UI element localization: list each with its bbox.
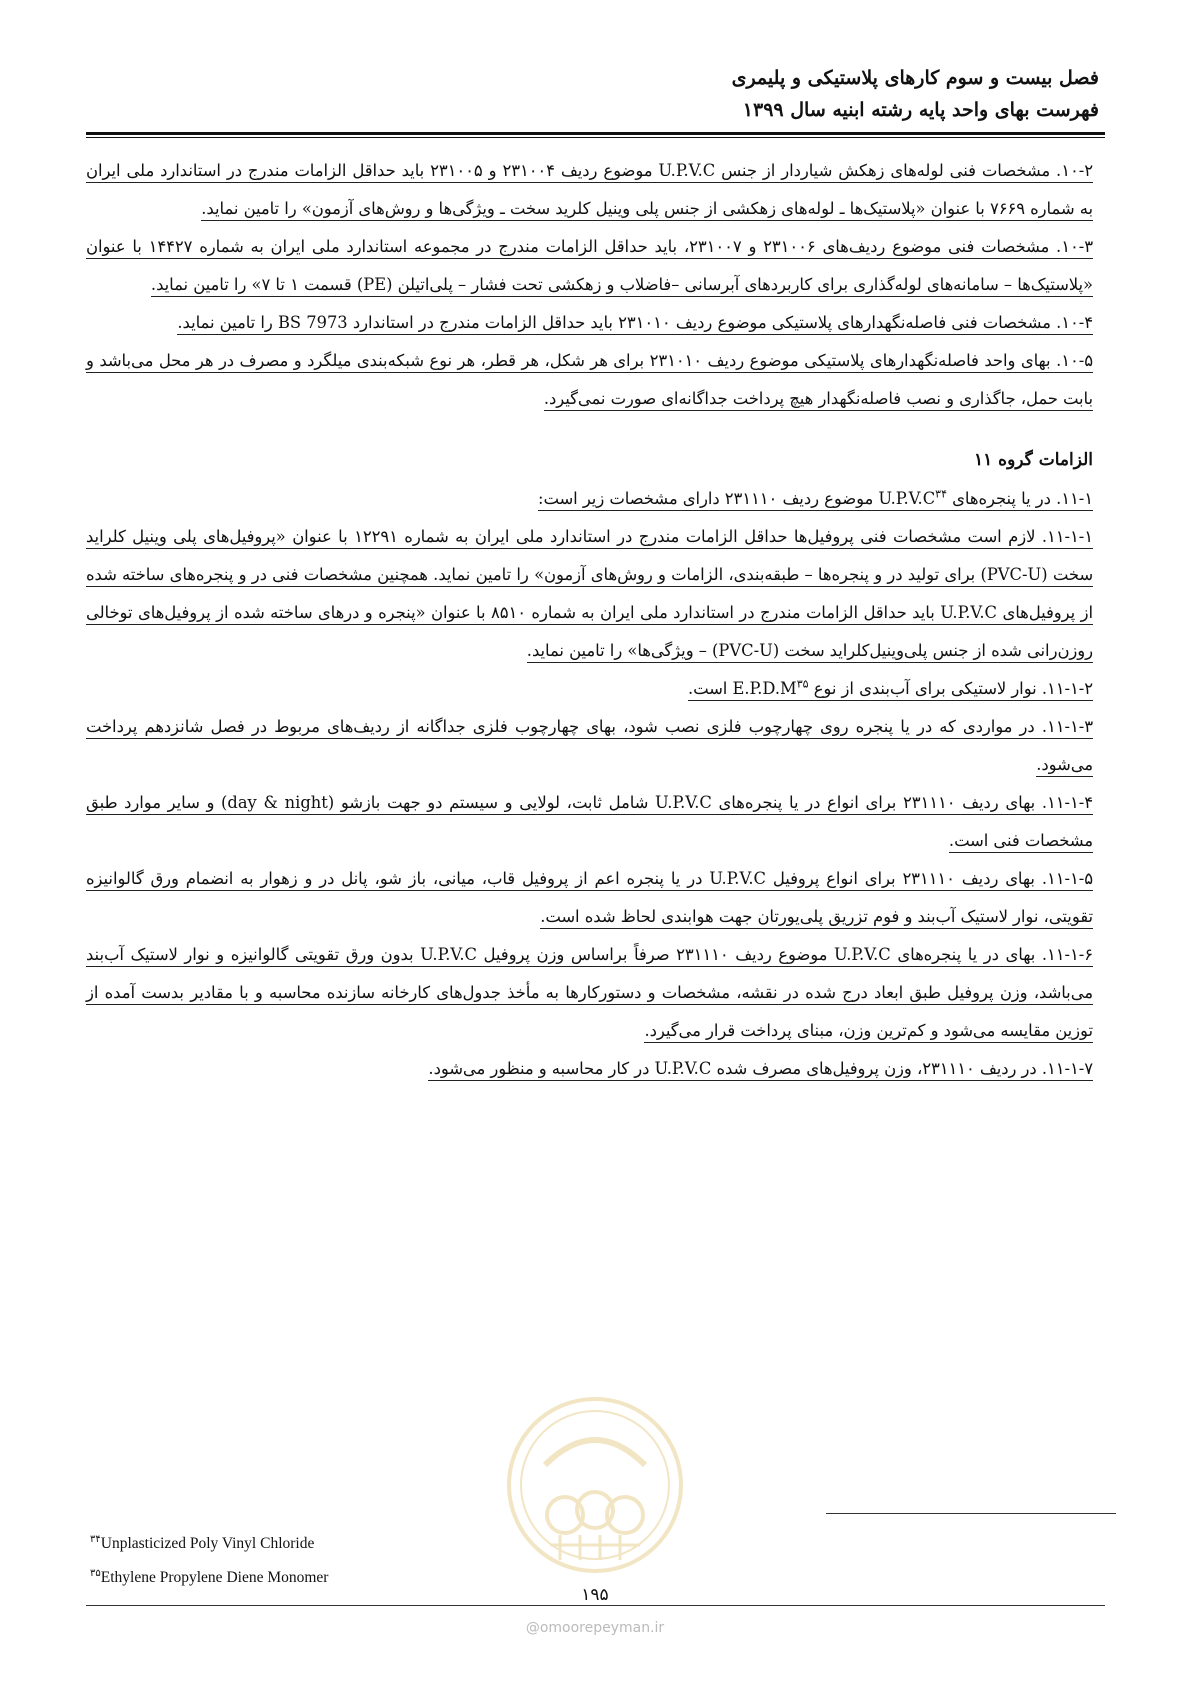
paragraph-10-2: ۱۰-۲. مشخصات فنی لوله‌های زهکش شیاردار از جنس U.P.V.C موضوع ردیف ۲۳۱۰۰۴ و ۲۳۱۰۰۵ باید حداقل الزامات مندرج در استاندارد ملی ایران به شماره ۷۶۶۹ با عنوان «پلاستیک‌ها ـ لوله‌های زهکشی از جنس پلی وینیل کلرید سخت ـ ویژگی‌ها و روش‌های آزمون» را تامین نماید. <box>86 152 1093 228</box>
header-rule-thin <box>86 137 1105 138</box>
watermark-seal-icon <box>505 1395 685 1575</box>
paragraph-11-1-4: ۱۱-۱-۴. بهای ردیف ۲۳۱۱۱۰ برای انواع در یا پنجره‌های U.P.V.C شامل ثابت، لولایی و سیستم دو جهت بازشو (day & night) و سایر موارد طبق مشخصات فنی است. <box>86 784 1093 860</box>
section-title-group-11: الزامات گروه ۱۱ <box>974 450 1093 470</box>
footnote-35: $^{۳۵}$Ethylene Propylene Diene Monomer <box>90 1568 329 1587</box>
document-body <box>86 152 1093 1088</box>
footnotes <box>90 1525 328 1593</box>
paragraph-11-1-5: ۱۱-۱-۵. بهای ردیف ۲۳۱۱۱۰ برای انواع پروفیل U.P.V.C در یا پنجره اعم از پروفیل قاب، میانی، باز شو، پانل در و زهوار به انضمام ورق گالوانیزه تقویتی، نوار لاستیک آب‌بند و فوم تزریق پلی‌یورتان جهت هوابندی لحاظ شده است. <box>86 860 1093 936</box>
header-rule-thick <box>86 132 1105 135</box>
header-title-line1: فصل بیست و سوم کارهای پلاستیکی و پلیمری <box>731 67 1099 89</box>
paragraph-11-1-1: ۱۱-۱-۱. لازم است مشخصات فنی پروفیل‌ها حداقل الزامات مندرج در استاندارد ملی ایران به شماره ۱۲۲۹۱ با عنوان «پروفیل‌های پلی وینیل کلراید سخت (PVC-U) برای تولید در و پنجره‌ها – طبقه‌بندی، الزامات و روش‌های آزمون» را تامین نماید. همچنین مشخصات فنی در و پنجره‌های ساخته شده از پروفیل‌های U.P.V.C باید حداقل الزامات مندرج در استاندارد ملی ایران به شماره ۸۵۱۰ با عنوان «پنجره و درهای ساخته شده از پروفیل‌های توخالی روزن‌رانی شده از جنس پلی‌وینیل‌کلراید سخت (PVC-U) – ویژگی‌ها» را تامین نماید. <box>86 518 1093 670</box>
page-header <box>88 62 1099 126</box>
paragraph-11-1-6: ۱۱-۱-۶. بهای در یا پنجره‌های U.P.V.C موضوع ردیف ۲۳۱۱۱۰ صرفاً براساس وزن پروفیل U.P.V.C بدون ورق تقویتی گالوانیزه و نوار لاستیک آب‌بند می‌باشد، وزن پروفیل طبق ابعاد درج شده در نقشه، مشخصات و دستورکارها به مأخذ جدول‌های کارخانه سازنده محاسبه و با مقادیر بدست آمده از توزین مقایسه می‌شود و کم‌ترین وزن، مبنای پرداخت قرار می‌گیرد. <box>86 936 1093 1050</box>
footnote-ref-34: ۳۴ <box>935 487 947 501</box>
paragraph-11-1-3: ۱۱-۱-۳. در مواردی که در یا پنجره روی چهارچوب فلزی نصب شود، بهای چهارچوب فلزی جداگانه از ردیف‌های مربوط در فصل شانزدهم پرداخت می‌شود. <box>86 708 1093 784</box>
paragraph-10-5: ۱۰-۵. بهای واحد فاصله‌نگهدارهای پلاستیکی موضوع ردیف ۲۳۱۰۱۰ برای هر شکل، هر قطر، هر نوع شبکه‌بندی میلگرد و مصرف در هر محل می‌باشد و بابت حمل، جاگذاری و نصب فاصله‌نگهدار هیچ پرداخت جداگانه‌ای صورت نمی‌گیرد. <box>86 342 1093 418</box>
footnote-ref-35: ۳۵ <box>796 677 809 691</box>
paragraph-10-3: ۱۰-۳. مشخصات فنی موضوع ردیف‌های ۲۳۱۰۰۶ و ۲۳۱۰۰۷، باید حداقل الزامات مندرج در مجموعه استاندارد ملی ایران به شماره ۱۴۴۲۷ با عنوان «پلاستیک‌ها – سامانه‌های لوله‌گذاری برای کاربردهای آبرسانی –فاضلاب و زهکشی تحت فشار – پلی‌اتیلن (PE) قسمت ۱ تا ۷» را تامین نماید. <box>86 228 1093 304</box>
paragraph-11-1: ۱۱-۱. در یا پنجره‌های $U.P.V.C^{۳۴}$ موضوع ردیف ۲۳۱۱۱۰ دارای مشخصات زیر است: <box>86 480 1093 518</box>
footnote-separator <box>826 1513 1116 1514</box>
paragraph-11-1-2: ۱۱-۱-۲. نوار لاستیکی برای آب‌بندی از نوع $E.P.D.M^{۳۵}$ است. <box>86 670 1093 708</box>
header-title-line2: فهرست بهای واحد پایه رشته ابنیه سال ۱۳۹۹ <box>742 99 1099 121</box>
page-number: ۱۹۵ <box>581 1585 609 1605</box>
footnote-34: $^{۳۴}$Unplasticized Poly Vinyl Chloride <box>90 1534 315 1553</box>
watermark-url: @omoorepeyman.ir <box>525 1620 665 1636</box>
paragraph-10-4: ۱۰-۴. مشخصات فنی فاصله‌نگهدارهای پلاستیکی موضوع ردیف ۲۳۱۰۱۰ باید حداقل الزامات مندرج در استاندارد BS 7973 را تامین نماید. <box>86 304 1093 342</box>
paragraph-11-1-7: ۱۱-۱-۷. در ردیف ۲۳۱۱۱۰، وزن پروفیل‌های مصرف شده U.P.V.C در کار محاسبه و منظور می‌شود. <box>86 1050 1093 1088</box>
footer-rule <box>86 1605 1105 1606</box>
